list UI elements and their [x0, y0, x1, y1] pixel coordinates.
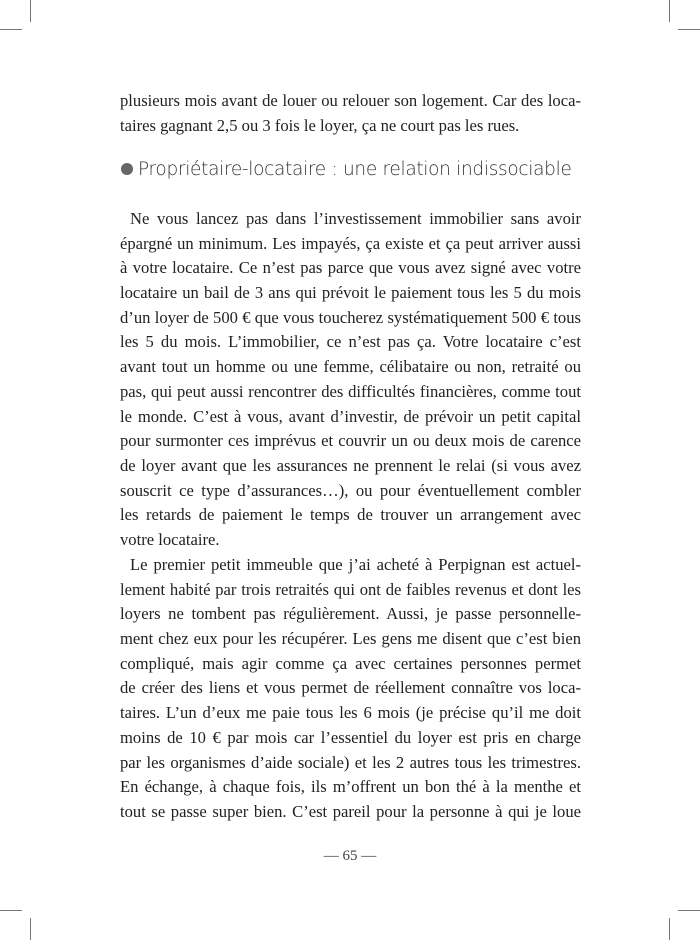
- text-line: d’un loyer de 500 € que vous toucherez systématiquement 500 € tous: [120, 307, 581, 327]
- text-line: par les organismes d’aide sociale) et les 2 autres tous les trimestres.: [120, 752, 581, 772]
- text-line: pour surmonter ces imprévus et couvrir un ou deux mois de carence: [120, 431, 581, 451]
- text-line: tout se passe super bien. C’est pareil pour la personne à qui je loue: [120, 801, 581, 821]
- text-line: avant tout un homme ou une femme, célibataire ou non, retraité ou: [120, 357, 581, 377]
- text-line: votre locataire.: [120, 529, 220, 549]
- bullet-icon: [121, 163, 133, 175]
- text-line: taires. L’un d’eux me paie tous les 6 mois (je précise qu’il me doit: [120, 703, 581, 723]
- text-line: de loyer avant que les assurances ne prennent le relai (si vous avez: [120, 455, 581, 475]
- crop-mark-top-right-v: [669, 0, 670, 22]
- text-line: loyers ne tombent pas régulièrement. Aussi, je passe personnelle-: [120, 604, 581, 624]
- crop-mark-bottom-right-v: [669, 918, 670, 940]
- crop-mark-bottom-left-h: [0, 910, 22, 911]
- crop-mark-top-left-h: [0, 29, 22, 30]
- section-heading-text: Propriétaire-locataire : une relation indissociable: [138, 159, 572, 180]
- crop-mark-top-right-h: [678, 29, 700, 30]
- text-line: pas, qui peut aussi rencontrer des difficultés financières, comme tout: [120, 381, 581, 401]
- paragraph-1: [120, 207, 581, 553]
- text-line: les 5 du mois. L’immobilier, ce n’est pas ça. Votre locataire c’est: [120, 332, 581, 352]
- text-line: moins de 10 € par mois car l’essentiel du loyer est pris en charge: [120, 727, 581, 747]
- text-line: taires gagnant 2,5 ou 3 fois le loyer, ça ne court pas les rues.: [120, 115, 520, 135]
- text-line: souscrit ce type d’assurances…), ou pour éventuellement combler: [120, 480, 581, 500]
- text-line: Ne vous lancez pas dans l’investissement immobilier sans avoir: [130, 209, 581, 228]
- section-heading: [121, 159, 572, 180]
- text-line: ment chez eux pour les récupérer. Les gens me disent que c’est bien: [120, 629, 581, 649]
- text-line: locataire un bail de 3 ans qui prévoit le paiement tous les 5 du mois: [120, 283, 581, 303]
- text-line: En échange, à chaque fois, ils m’offrent un bon thé à la menthe et: [120, 777, 581, 797]
- text-line: plusieurs mois avant de louer ou relouer son logement. Car des loca-: [120, 91, 581, 110]
- text-line: le monde. C’est à vous, avant d’investir, de prévoir un petit capital: [120, 406, 581, 426]
- text-line: de créer des liens et vous permet de réellement connaître vos loca-: [120, 678, 581, 698]
- crop-mark-top-left-v: [30, 0, 31, 22]
- text-line: à votre locataire. Ce n’est pas parce que vous avez signé avec votre: [120, 258, 581, 278]
- top-paragraph: [120, 89, 581, 138]
- text-line: lement habité par trois retraités qui ont de faibles revenus et dont les: [120, 579, 581, 599]
- crop-mark-bottom-left-v: [30, 918, 31, 940]
- paragraph-2: [120, 553, 581, 825]
- text-line: compliqué, mais agir comme ça avec certaines personnes permet: [120, 653, 581, 673]
- text-line: épargné un minimum. Les impayés, ça existe et ça peut arriver aussi: [120, 233, 581, 253]
- page-number: — 65 —: [323, 848, 377, 864]
- text-line: Le premier petit immeuble que j’ai acheté à Perpignan est actuel-: [130, 555, 581, 574]
- crop-mark-bottom-right-h: [678, 910, 700, 911]
- text-line: les retards de paiement le temps de trouver un arrangement avec: [120, 505, 581, 525]
